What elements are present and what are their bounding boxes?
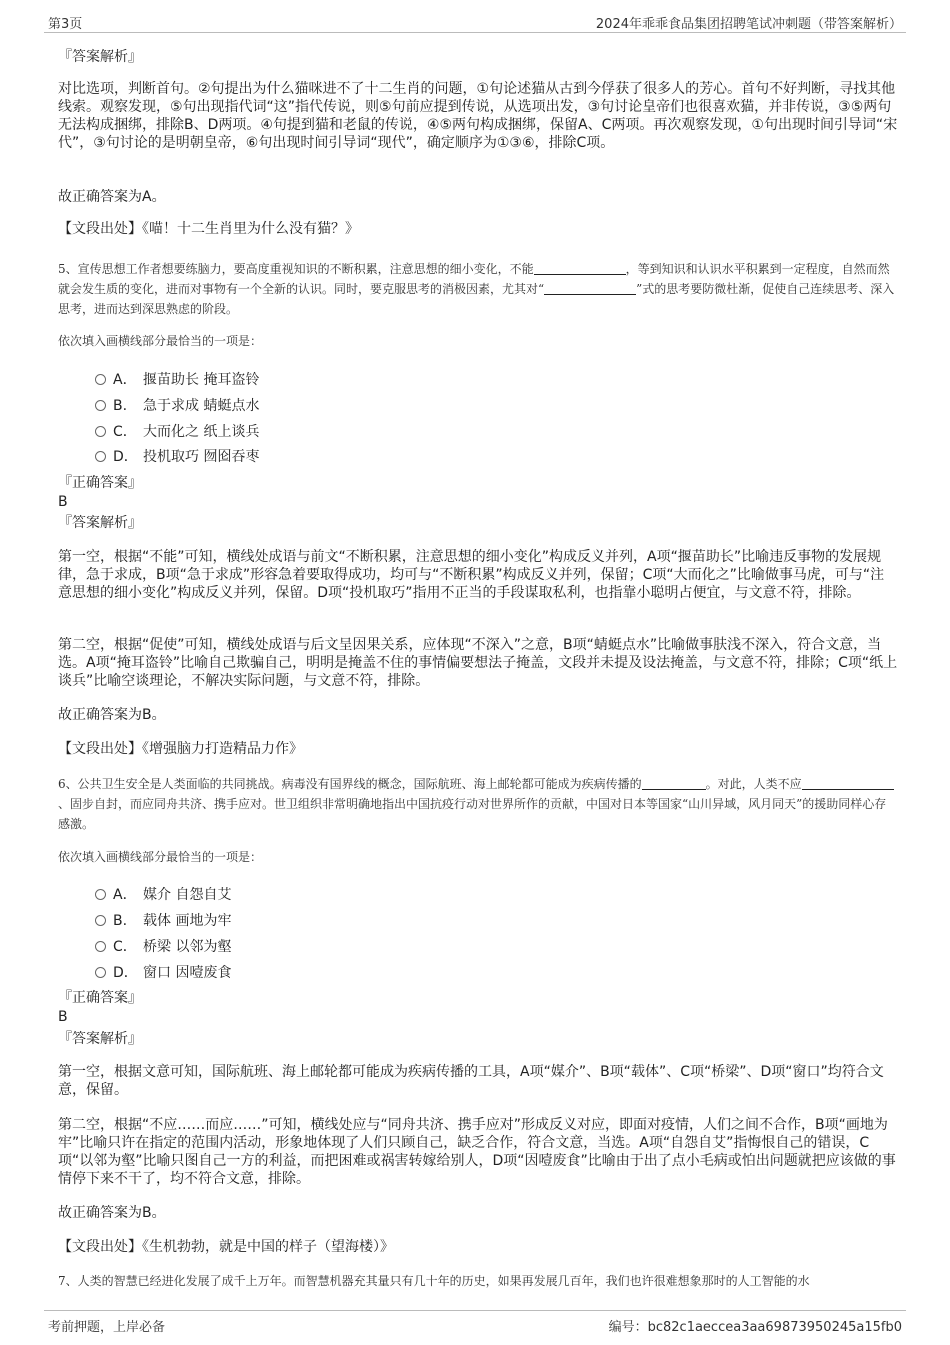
radio-icon[interactable] — [95, 941, 106, 952]
q6-answer: B — [58, 1009, 68, 1025]
q4-conclusion: 故正确答案为A。 — [58, 189, 166, 205]
q6-analysis-p1: 第一空，根据文意可知，国际航班、海上邮轮都可能成为疾病传播的工具，A项“媒介”、B项“载体”、C项“桥梁”、D项“窗口”均符合文意，保留。 — [58, 1064, 884, 1098]
radio-icon[interactable] — [95, 889, 106, 900]
q4-analysis: 对比选项，判断首句。②句提出为什么猫咪进不了十二生肖的问题，①句论述猫从古到今俘获了很多人的芳心。首句不好判断，寻找其他线索。观察发现，⑤句出现指代词“这”指代传说，则⑤句前应提到传说，从选项出发，③句讨论皇帝们也很喜欢猫，并非传说，③⑤两句无法构成捆绑，排除B、D两项。④句提到猫和老鼠的传说，④⑤两句构成捆绑，保留A、C两项。再次观察发现，①句出现时间引导词“宋代”，③句讨论的是明朝皇帝，⑥句出现时间引导词“现代”，确定顺序为①③⑥，排除C项。 — [58, 81, 898, 151]
q5-option-b[interactable]: B. 急于求成 蜻蜓点水 — [95, 395, 259, 415]
q6-correct-label: 『正确答案』 — [58, 990, 142, 1006]
q5-analysis-p2: 第二空，根据“促使”可知，横线处成语与后文呈因果关系，应体现“不深入”之意，B项“蜻蜓点水”比喻做事肤浅不深入，符合文意，当选。A项“掩耳盗铃”比喻自己欺骗自己，明明是掩盖不住的事情偏要想法子掩盖，文段并未提及设法掩盖，与文意不符，排除；C项“纸上谈兵”比喻空谈理论，不解决实际问题，与文意不符，排除。 — [58, 637, 898, 689]
q6-analysis-label: 『答案解析』 — [58, 1031, 142, 1047]
q7-stem: 7、人类的智慧已经进化发展了成千上万年。而智慧机器充其量只有几十年的历史，如果再发展几百年，我们也许很难想象那时的人工智能的水 — [58, 1274, 810, 1288]
page-number: 第3页 — [48, 17, 83, 32]
q5-correct-label: 『正确答案』 — [58, 475, 142, 491]
q5-prompt: 依次填入画横线部分最恰当的一项是： — [58, 334, 263, 348]
document-code: 编号：bc82c1aeccea3aa69873950245a15fb0 — [608, 1320, 902, 1335]
q5-analysis-p1: 第一空，根据“不能”可知，横线处成语与前文“不断积累，注意思想的细小变化”构成反义并列，A项“揠苗助长”比喻违反事物的发展规律，急于求成，B项“急于求成”形容急着要取得成功，均可与“不断积累”构成反义并列，保留；C项“大而化之”比喻做事马虎，可与“注意思想的细小变化”构成反义并列，保留。D项“投机取巧”指用不正当的手段谋取私利，也指靠小聪明占便宜，与文意不符，排除。 — [58, 549, 885, 601]
q6-blank-2 — [802, 777, 894, 790]
q6-conclusion: 故正确答案为B。 — [58, 1205, 166, 1221]
radio-icon[interactable] — [95, 451, 106, 462]
footer-slogan: 考前押题，上岸必备 — [48, 1320, 166, 1335]
q6-analysis-p2: 第二空，根据“不应……而应……”可知，横线处应与“同舟共济、携手应对”形成反义对应，即面对疫情，人们之间不合作，B项“画地为牢”比喻只许在指定的范围内活动，形象地体现了人们只顾自己，缺乏合作，符合文意，当选。A项“自怨自艾”指悔恨自己的错误，C项“以邻为壑”比喻只图自己一方的利益，而把困难或祸害转嫁给别人，D项“因噎废食”比喻由于出了点小毛病或怕出问题就把应该做的事情停下来不干了，均不符合文意，排除。 — [58, 1117, 896, 1187]
radio-icon[interactable] — [95, 967, 106, 978]
q5-source: 【文段出处】《增强脑力打造精品力作》 — [58, 741, 303, 757]
document-title: 2024年乖乖食品集团招聘笔试冲刺题（带答案解析） — [595, 17, 902, 32]
q6-option-a[interactable]: A． 媒介 自怨自艾 — [95, 884, 231, 904]
q5-blank-1 — [534, 262, 626, 275]
q5-option-d[interactable]: D． 投机取巧 囫囵吞枣 — [95, 446, 259, 466]
q5-blank-2 — [544, 282, 636, 295]
q5-option-a[interactable]: A． 揠苗助长 掩耳盗铃 — [95, 369, 259, 389]
radio-icon[interactable] — [95, 374, 106, 385]
page-header — [44, 10, 906, 33]
q5-stem: 5、宣传思想工作者想要练脑力，要高度重视知识的不断积累，注意思想的细小变化，不能 ，等到知识和认识水平积累到一定程度，自然而然就会发生质的变化，进而对事物有一个全新的认识。同时，要克服思考的消极因素，尤其对“ ”式的思考要防微杜渐，促使自己连续思考、深入思考，进而达到深思熟虑的阶段。 — [58, 262, 895, 316]
q6-stem: 6、公共卫生安全是人类面临的共同挑战。病毒没有国界线的概念，国际航班、海上邮轮都可能成为疾病传播的 。对此，人类不应、固步自封，而应同舟共济、携手应对。世卫组织非常明确地指出中国抗疫行动对世界所作的贡献，中国对日本等国家“山川异域，风月同天”的援助同样心存感激。 — [58, 774, 898, 834]
q4-source: 【文段出处】《喵！十二生肖里为什么没有猫？》 — [58, 221, 359, 237]
radio-icon[interactable] — [95, 915, 106, 926]
radio-icon[interactable] — [95, 426, 106, 437]
q5-conclusion: 故正确答案为B。 — [58, 707, 166, 723]
q6-prompt: 依次填入画横线部分最恰当的一项是： — [58, 850, 263, 864]
q5-analysis-label: 『答案解析』 — [58, 515, 142, 531]
q6-source: 【文段出处】《生机勃勃，就是中国的样子（望海楼）》 — [58, 1239, 394, 1255]
page-footer — [44, 1310, 906, 1335]
radio-icon[interactable] — [95, 400, 106, 411]
q6-option-d[interactable]: D． 窗口 因噎废食 — [95, 962, 231, 982]
q5-option-c[interactable]: C． 大而化之 纸上谈兵 — [95, 421, 259, 441]
q6-option-b[interactable]: B. 载体 画地为牢 — [95, 910, 231, 930]
q5-answer: B — [58, 494, 68, 510]
q6-option-c[interactable]: C． 桥梁 以邻为壑 — [95, 936, 231, 956]
q4-analysis-label: 『答案解析』 — [58, 49, 142, 65]
q6-blank-1 — [642, 777, 706, 790]
